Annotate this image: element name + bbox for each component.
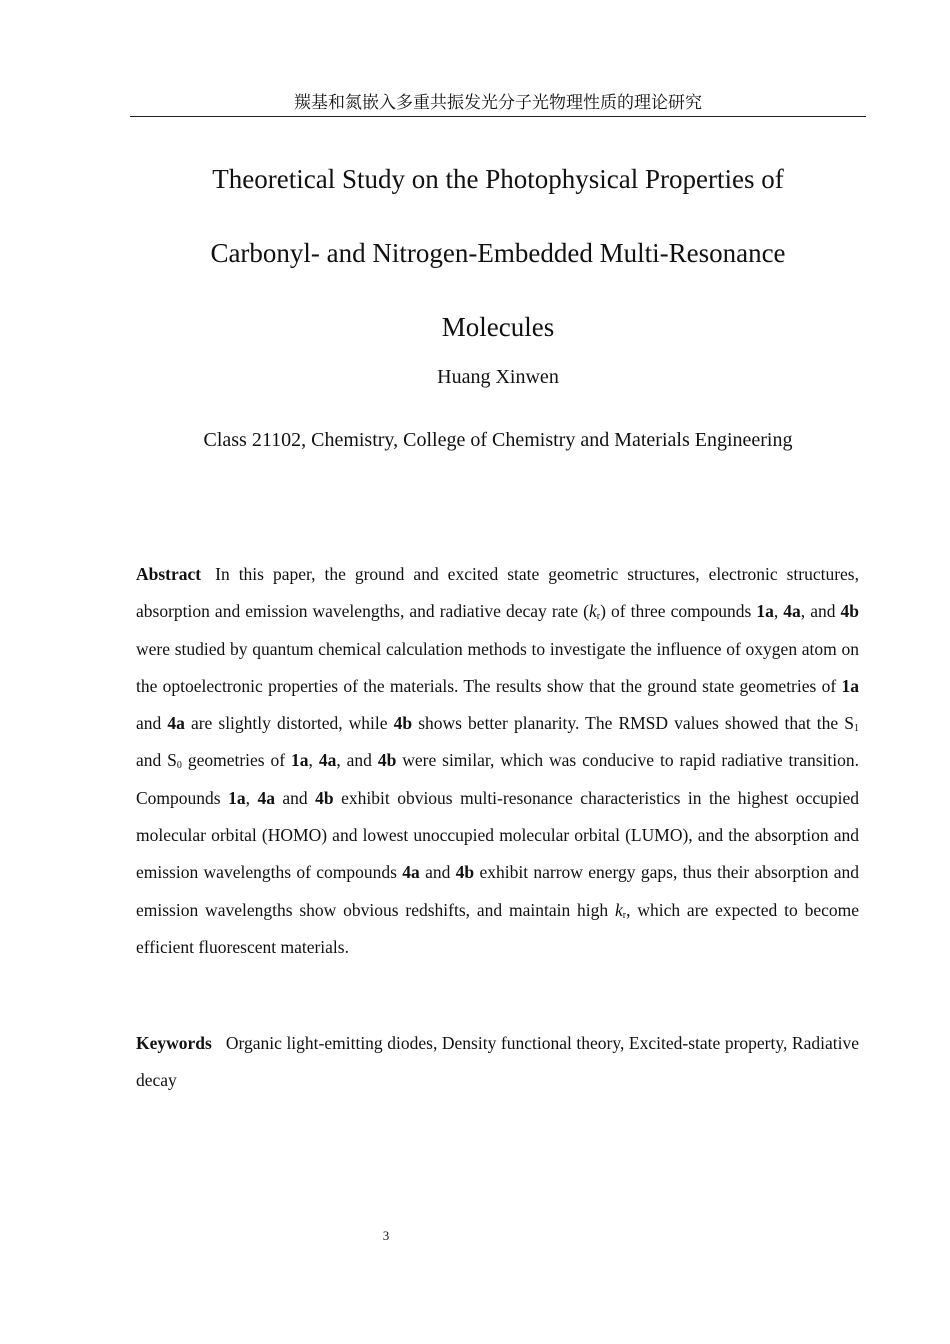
abstract-text: , which are expected to become efficient fluorescent materials. — [136, 899, 860, 957]
compound-4b: 4b — [315, 787, 334, 808]
compound-4a: 4a — [257, 787, 275, 808]
compound-4a: 4a — [167, 713, 185, 734]
compound-4b: 4b — [393, 713, 413, 734]
abstract-text: were studied by quantum chemical calculation methods to investigate the influence of oxygen atom on the optoelectronic properties of the materials. The results show that the ground state geometries of — [136, 638, 859, 696]
compound-4a: 4a — [318, 750, 337, 771]
abstract-text: , and — [800, 601, 841, 622]
title-line-1: Theoretical Study on the Photophysical Properties of — [212, 164, 784, 194]
s0-subscript: 0 — [176, 760, 182, 772]
abstract-label: Abstract — [136, 564, 202, 584]
abstract-paragraph — [136, 556, 859, 966]
keywords-paragraph — [136, 1025, 859, 1100]
compound-4b: 4b — [840, 601, 860, 622]
keywords-text: Organic light-emitting diodes, Density functional theory, Excited-state property, Radiative decay — [136, 1033, 859, 1091]
abstract-text: In this paper, the ground and excited state geometric structures, electronic structures, absorption and emission wavelengths, and radiative decay rate ( — [136, 564, 859, 622]
abstract-text: exhibit narrow energy gaps, thus their absorption and emission wavelengths show obvious redshifts, and maintain high — [136, 862, 859, 920]
kr-symbol: k — [615, 899, 623, 920]
compound-1a: 1a — [756, 601, 774, 622]
compound-4b: 4b — [377, 750, 397, 771]
compound-1a: 1a — [841, 675, 859, 696]
abstract-text: and — [419, 862, 456, 883]
title-line-2: Carbonyl- and Nitrogen-Embedded Multi-Resonance — [210, 238, 786, 268]
abstract-text: , — [245, 787, 258, 808]
page-number: 3 — [382, 1228, 390, 1243]
abstract-text: were similar, which was conducive to rapid radiative transition. Compounds — [136, 750, 859, 808]
abstract-text: ) of three compounds — [600, 601, 757, 622]
kr-symbol: k — [588, 601, 597, 622]
abstract-text: geometries of — [181, 750, 292, 771]
abstract-text: are slightly distorted, while — [184, 713, 394, 734]
author-affiliation: Class 21102, Chemistry, College of Chemistry and Materials Engineering — [203, 429, 793, 451]
compound-4b: 4b — [455, 862, 475, 883]
abstract-text: , and — [336, 750, 378, 771]
keywords-label: Keywords — [136, 1033, 212, 1053]
kr-subscript: r — [596, 611, 601, 623]
paper-title — [100, 142, 896, 364]
compound-4a: 4a — [402, 862, 420, 883]
compound-1a: 1a — [228, 787, 246, 808]
compound-4a: 4a — [783, 601, 801, 622]
abstract-text: and S — [136, 750, 177, 771]
author-name: Huang Xinwen — [437, 366, 559, 388]
running-header: 羰基和氮嵌入多重共振发光分子光物理性质的理论研究 — [130, 92, 866, 117]
abstract-text: exhibit obvious multi-resonance characteristics in the highest occupied molecular orbital (HOMO) and lowest unoccupied molecular orbital (LUMO), and the absorption and emission wavelengths of compounds — [136, 787, 859, 883]
kr-subscript: r — [622, 909, 627, 921]
abstract-text: , — [773, 601, 784, 622]
abstract-text: , — [308, 750, 319, 771]
abstract-text: and — [274, 787, 316, 808]
title-line-3: Molecules — [441, 312, 555, 342]
abstract-text: and — [136, 713, 168, 734]
abstract-text: shows better planarity. The RMSD values showed that the S — [412, 713, 854, 734]
compound-1a: 1a — [291, 750, 309, 771]
s1-subscript: 1 — [854, 723, 859, 735]
